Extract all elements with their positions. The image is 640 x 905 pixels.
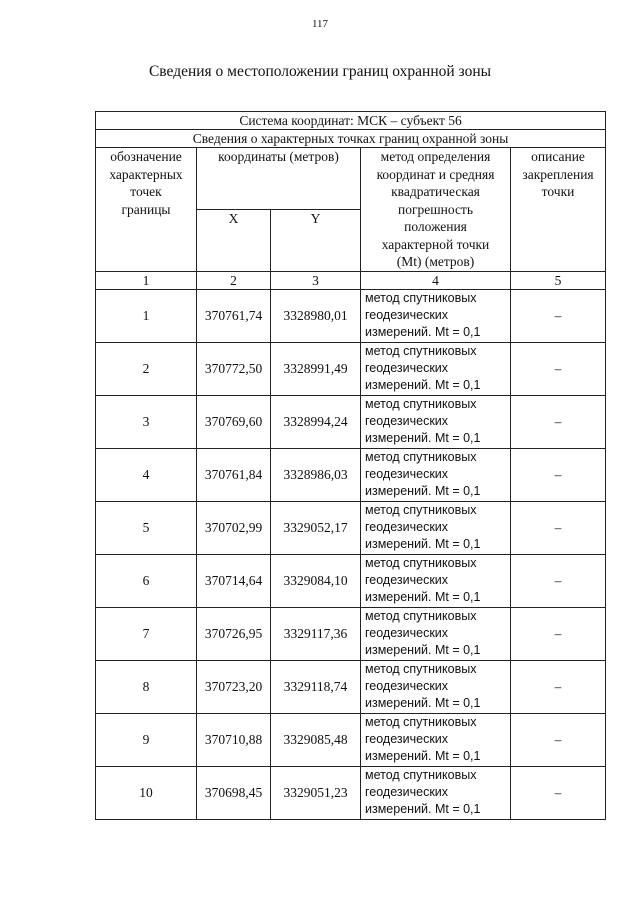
description-cell: – <box>511 342 606 395</box>
table-row <box>96 554 606 607</box>
method-cell <box>361 660 511 713</box>
method-line: метод спутниковых <box>365 767 477 782</box>
header-method-line: квадратическая <box>391 184 480 199</box>
method-line: геодезических <box>365 678 449 693</box>
header-coordinates: координаты (метров) <box>197 148 361 210</box>
x-coordinate-cell: 370723,20 <box>197 660 271 713</box>
header-designation-line: обозначение <box>110 149 182 164</box>
method-cell <box>361 554 511 607</box>
method-line: метод спутниковых <box>365 661 477 676</box>
y-coordinate-cell: 3328994,24 <box>271 395 361 448</box>
header-description-line: описание <box>531 149 585 164</box>
header-designation-line: характерных <box>109 166 183 182</box>
point-number-cell: 8 <box>96 660 197 713</box>
method-line: метод спутниковых <box>365 608 477 623</box>
method-line: геодезических <box>365 519 449 534</box>
description-cell: – <box>511 395 606 448</box>
table-row <box>96 289 606 342</box>
table-row <box>96 766 606 819</box>
method-line: измерений. Mt = 0,1 <box>365 483 481 498</box>
subtitle-row <box>96 130 606 148</box>
column-number: 1 <box>96 271 197 289</box>
method-cell <box>361 448 511 501</box>
description-cell: – <box>511 766 606 819</box>
description-cell: – <box>511 448 606 501</box>
method-line: измерений. Mt = 0,1 <box>365 430 481 445</box>
table-row <box>96 448 606 501</box>
x-coordinate-cell: 370772,50 <box>197 342 271 395</box>
x-coordinate-cell: 370769,60 <box>197 395 271 448</box>
method-line: геодезических <box>365 360 449 375</box>
method-line: измерений. Mt = 0,1 <box>365 589 481 604</box>
method-line: метод спутниковых <box>365 714 477 729</box>
coordinate-system-cell: Система координат: МСК – субъект 56 <box>96 112 606 130</box>
description-cell: – <box>511 660 606 713</box>
method-line: измерений. Mt = 0,1 <box>365 748 481 763</box>
y-coordinate-cell: 3329052,17 <box>271 501 361 554</box>
method-line: метод спутниковых <box>365 343 477 358</box>
description-cell: – <box>511 713 606 766</box>
point-number-cell: 7 <box>96 607 197 660</box>
point-number-cell: 5 <box>96 501 197 554</box>
header-method-line: метод определения <box>380 149 491 164</box>
y-coordinate-cell: 3328991,49 <box>271 342 361 395</box>
method-line: метод спутниковых <box>365 555 477 570</box>
method-line: метод спутниковых <box>365 290 477 305</box>
method-line: измерений. Mt = 0,1 <box>365 642 481 657</box>
x-coordinate-cell: 370698,45 <box>197 766 271 819</box>
method-line: геодезических <box>365 731 449 746</box>
x-coordinate-cell: 370710,88 <box>197 713 271 766</box>
method-line: геодезических <box>365 307 449 322</box>
x-coordinate-cell: 370702,99 <box>197 501 271 554</box>
point-number-cell: 1 <box>96 289 197 342</box>
header-x: X <box>197 209 271 271</box>
method-cell <box>361 713 511 766</box>
header-description <box>511 148 606 272</box>
method-line: метод спутниковых <box>365 449 477 464</box>
method-cell <box>361 342 511 395</box>
x-coordinate-cell: 370714,64 <box>197 554 271 607</box>
method-line: геодезических <box>365 466 449 481</box>
subtitle-cell: Сведения о характерных точках границ охранной зоны <box>96 130 606 148</box>
method-line: геодезических <box>365 413 449 428</box>
method-line: геодезических <box>365 784 449 799</box>
y-coordinate-cell: 3329084,10 <box>271 554 361 607</box>
header-method-line: (Mt) (метров) <box>396 254 475 269</box>
description-cell: – <box>511 607 606 660</box>
description-cell: – <box>511 554 606 607</box>
table-row <box>96 342 606 395</box>
description-cell: – <box>511 501 606 554</box>
table-row <box>96 660 606 713</box>
method-line: метод спутниковых <box>365 396 477 411</box>
method-line: измерений. Mt = 0,1 <box>365 536 481 551</box>
header-method-line: погрешность <box>397 201 473 217</box>
document-title: Сведения о местоположении границ охранной зоны <box>148 63 492 80</box>
y-coordinate-cell: 3329085,48 <box>271 713 361 766</box>
description-cell: – <box>511 289 606 342</box>
column-number: 3 <box>271 271 361 289</box>
header-description-line: точки <box>541 184 575 199</box>
table-row <box>96 713 606 766</box>
method-line: геодезических <box>365 572 449 587</box>
header-designation <box>96 148 197 272</box>
header-designation-line: точек <box>130 184 162 199</box>
point-number-cell: 2 <box>96 342 197 395</box>
header-method-line: координат и средняя <box>376 166 495 182</box>
header-designation-line: границы <box>121 201 171 217</box>
table-row <box>96 501 606 554</box>
x-coordinate-cell: 370761,84 <box>197 448 271 501</box>
point-number-cell: 9 <box>96 713 197 766</box>
header-method-line: положения <box>404 219 467 234</box>
column-number: 5 <box>511 271 606 289</box>
method-cell <box>361 501 511 554</box>
header-y: Y <box>271 209 361 271</box>
y-coordinate-cell: 3328980,01 <box>271 289 361 342</box>
header-method-line: характерной точки <box>381 236 490 252</box>
point-number-cell: 4 <box>96 448 197 501</box>
table-body <box>96 112 606 820</box>
y-coordinate-cell: 3329117,36 <box>271 607 361 660</box>
x-coordinate-cell: 370726,95 <box>197 607 271 660</box>
x-coordinate-cell: 370761,74 <box>197 289 271 342</box>
point-number-cell: 3 <box>96 395 197 448</box>
column-number: 4 <box>361 271 511 289</box>
point-number-cell: 6 <box>96 554 197 607</box>
header-method <box>361 148 511 272</box>
page-number: 117 <box>311 18 329 30</box>
table-row <box>96 395 606 448</box>
method-line: измерений. Mt = 0,1 <box>365 324 481 339</box>
method-cell <box>361 289 511 342</box>
point-number-cell: 10 <box>96 766 197 819</box>
column-numbers-row <box>96 271 606 289</box>
y-coordinate-cell: 3329118,74 <box>271 660 361 713</box>
method-line: измерений. Mt = 0,1 <box>365 377 481 392</box>
method-line: измерений. Mt = 0,1 <box>365 695 481 710</box>
method-cell <box>361 395 511 448</box>
method-line: метод спутниковых <box>365 502 477 517</box>
method-line: геодезических <box>365 625 449 640</box>
y-coordinate-cell: 3328986,03 <box>271 448 361 501</box>
method-line: измерений. Mt = 0,1 <box>365 801 481 816</box>
method-cell <box>361 607 511 660</box>
coordinate-system-row <box>96 112 606 130</box>
column-number: 2 <box>197 271 271 289</box>
header-description-line: закрепления <box>522 166 594 182</box>
y-coordinate-cell: 3329051,23 <box>271 766 361 819</box>
boundary-points-table <box>95 111 606 820</box>
table-row <box>96 607 606 660</box>
method-cell <box>361 766 511 819</box>
header-row <box>96 148 606 210</box>
